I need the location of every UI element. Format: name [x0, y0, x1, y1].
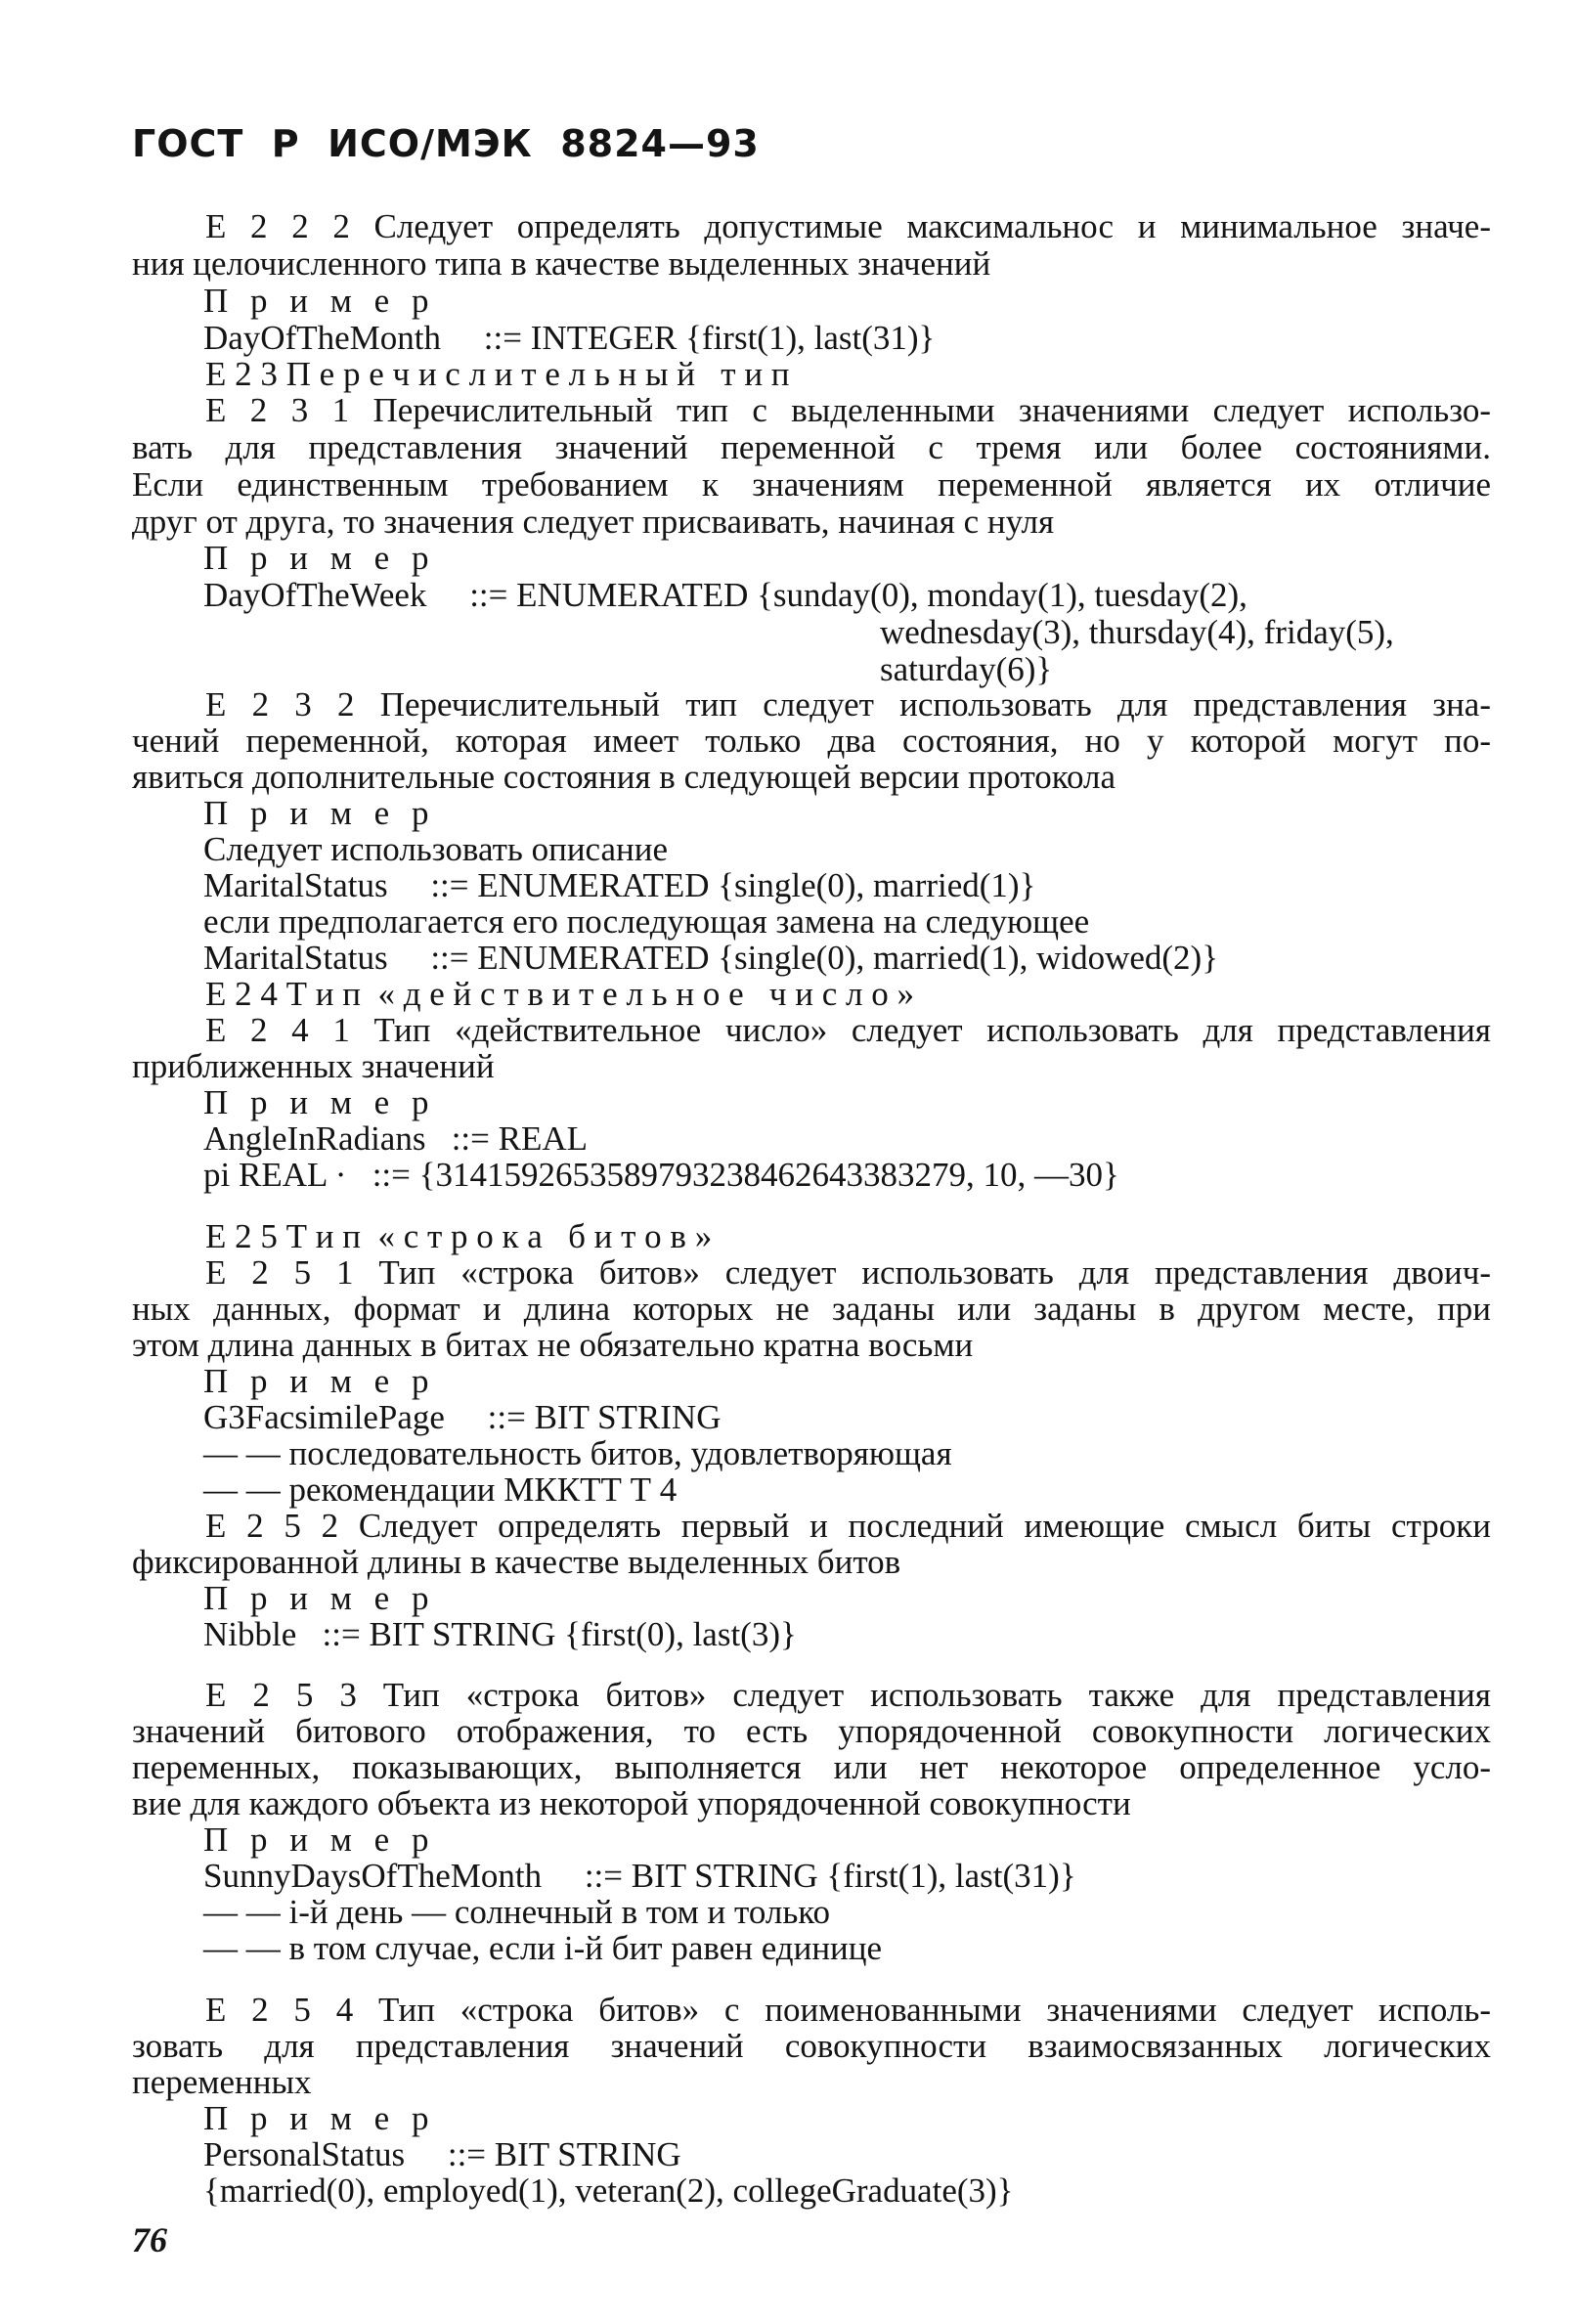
text-line: Е 2 2 2 Следует определять допустимые максимальнос и минимальное значе- [205, 207, 1491, 245]
page-header: ГОСТ Р ИСО/МЭК 8824—93 [132, 122, 760, 165]
text-line: друг от друга, то значения следует присваивать, начиная с нуля [132, 503, 1055, 541]
text-line: ных данных, формат и длина которых не заданы или заданы в другом месте, при [132, 1290, 1491, 1328]
code-line: Nibble ::= BIT STRING {first(0), last(3)} [203, 1615, 797, 1653]
code-line: wednesday(3), thursday(4), friday(5), [880, 613, 1394, 651]
text-line: Е 2 3 2 Перечислительный тип следует использовать для представления зна- [205, 685, 1491, 724]
example-label: П р и м е р [203, 2099, 436, 2137]
text-line: Е 2 5 2 Следует определять первый и последний имеющие смысл биты строки [205, 1507, 1491, 1545]
text-line: Если единственным требованием к значениям переменной является их отличие [132, 465, 1491, 504]
example-label: П р и м е р [203, 794, 436, 832]
code-line: MaritalStatus ::= ENUMERATED {single(0), married(1), widowed(2)} [203, 939, 1219, 977]
code-comment: — — в том случае, если i-й бит равен единице [203, 1929, 883, 1967]
code-line: G3FacsimilePage ::= BIT STRING [203, 1398, 722, 1436]
text-line: фиксированной длины в качестве выделенных битов [132, 1543, 901, 1581]
code-line: DayOfTheWeek ::= ENUMERATED {sunday(0), monday(1), tuesday(2), [203, 576, 1247, 614]
code-line: PersonalStatus ::= BIT STRING [203, 2135, 681, 2173]
page-number: 76 [132, 2220, 167, 2259]
example-label: П р и м е р [203, 1083, 436, 1121]
code-line: MaritalStatus ::= ENUMERATED {single(0), married(1)} [203, 866, 1036, 904]
code-line: saturday(6)} [880, 650, 1053, 688]
text-line: этом длина данных в битах не обязательно кратна восьми [132, 1326, 974, 1364]
section-heading: Е 2 5 Т и п « с т р о к а б и т о в » [205, 1217, 713, 1255]
code-line: SunnyDaysOfTheMonth ::= BIT STRING {first(1), last(31)} [203, 1857, 1076, 1895]
text-line: Е 2 5 1 Тип «строка битов» следует использовать для представления двоич- [205, 1253, 1491, 1292]
text-line: чений переменной, которая имеет только два состояния, но у которой могут по- [132, 722, 1491, 760]
example-label: П р и м е р [203, 1362, 436, 1400]
example-label: П р и м е р [203, 1579, 436, 1617]
text-line: Е 2 3 1 Перечислительный тип с выделенными значениями следует использо- [205, 391, 1491, 429]
section-heading: Е 2 4 Т и п « д е й с т в и т е л ь н о е ч и с л о » [205, 975, 914, 1013]
code-line: DayOfTheMonth ::= INTEGER {first(1), last(31)} [203, 319, 936, 357]
code-comment: — — i-й день — солнечный в том и только [203, 1893, 831, 1931]
code-comment: — — рекомендации МККТТ Т 4 [203, 1470, 678, 1509]
text-line: Е 2 5 3 Тип «строка битов» следует использовать также для представления [205, 1676, 1491, 1714]
code-line: pi REAL · ::= {3141592653589793238462643383279, 10, —30} [203, 1156, 1119, 1194]
section-heading: Е 2 3 П е р е ч и с л и т е л ь н ы й т и п [205, 355, 790, 393]
text-line: переменных [132, 2063, 312, 2101]
text-line: ния целочисленного типа в качестве выделенных значений [132, 244, 991, 283]
text-line: переменных, показывающих, выполняется или нет некоторое определенное усло- [132, 1748, 1491, 1786]
text-line: если предполагается его последующая замена на следующее [203, 902, 1090, 941]
text-line: вие для каждого объекта из некоторой упорядоченной совокупности [132, 1784, 1131, 1822]
example-label: П р и м е р [203, 282, 436, 320]
example-label: П р и м е р [203, 539, 436, 577]
text-line: явиться дополнительные состояния в следующей версии протокола [132, 758, 1116, 796]
text-line: значений битового отображения, то есть упорядоченной совокупности логических [132, 1712, 1491, 1750]
example-label: П р и м е р [203, 1820, 436, 1859]
code-comment: — — последовательность битов, удовлетворяющая [203, 1434, 952, 1472]
text-line: зовать для представления значений совокупности взаимосвязанных логических [132, 2027, 1491, 2065]
code-line: {married(0), employed(1), veteran(2), collegeGraduate(3)} [203, 2171, 1014, 2210]
text-line: Е 2 5 4 Тип «строка битов» с поименованными значениями следует исполь- [205, 1991, 1491, 2029]
text-line: Следует использовать описание [203, 830, 669, 868]
code-line: AngleInRadians ::= REAL [203, 1119, 589, 1158]
text-line: приближенных значений [132, 1047, 495, 1085]
text-line: Е 2 4 1 Тип «действительное число» следует использовать для представления [205, 1011, 1491, 1049]
text-line: вать для представления значений переменной с тремя или более состояниями. [132, 428, 1491, 466]
